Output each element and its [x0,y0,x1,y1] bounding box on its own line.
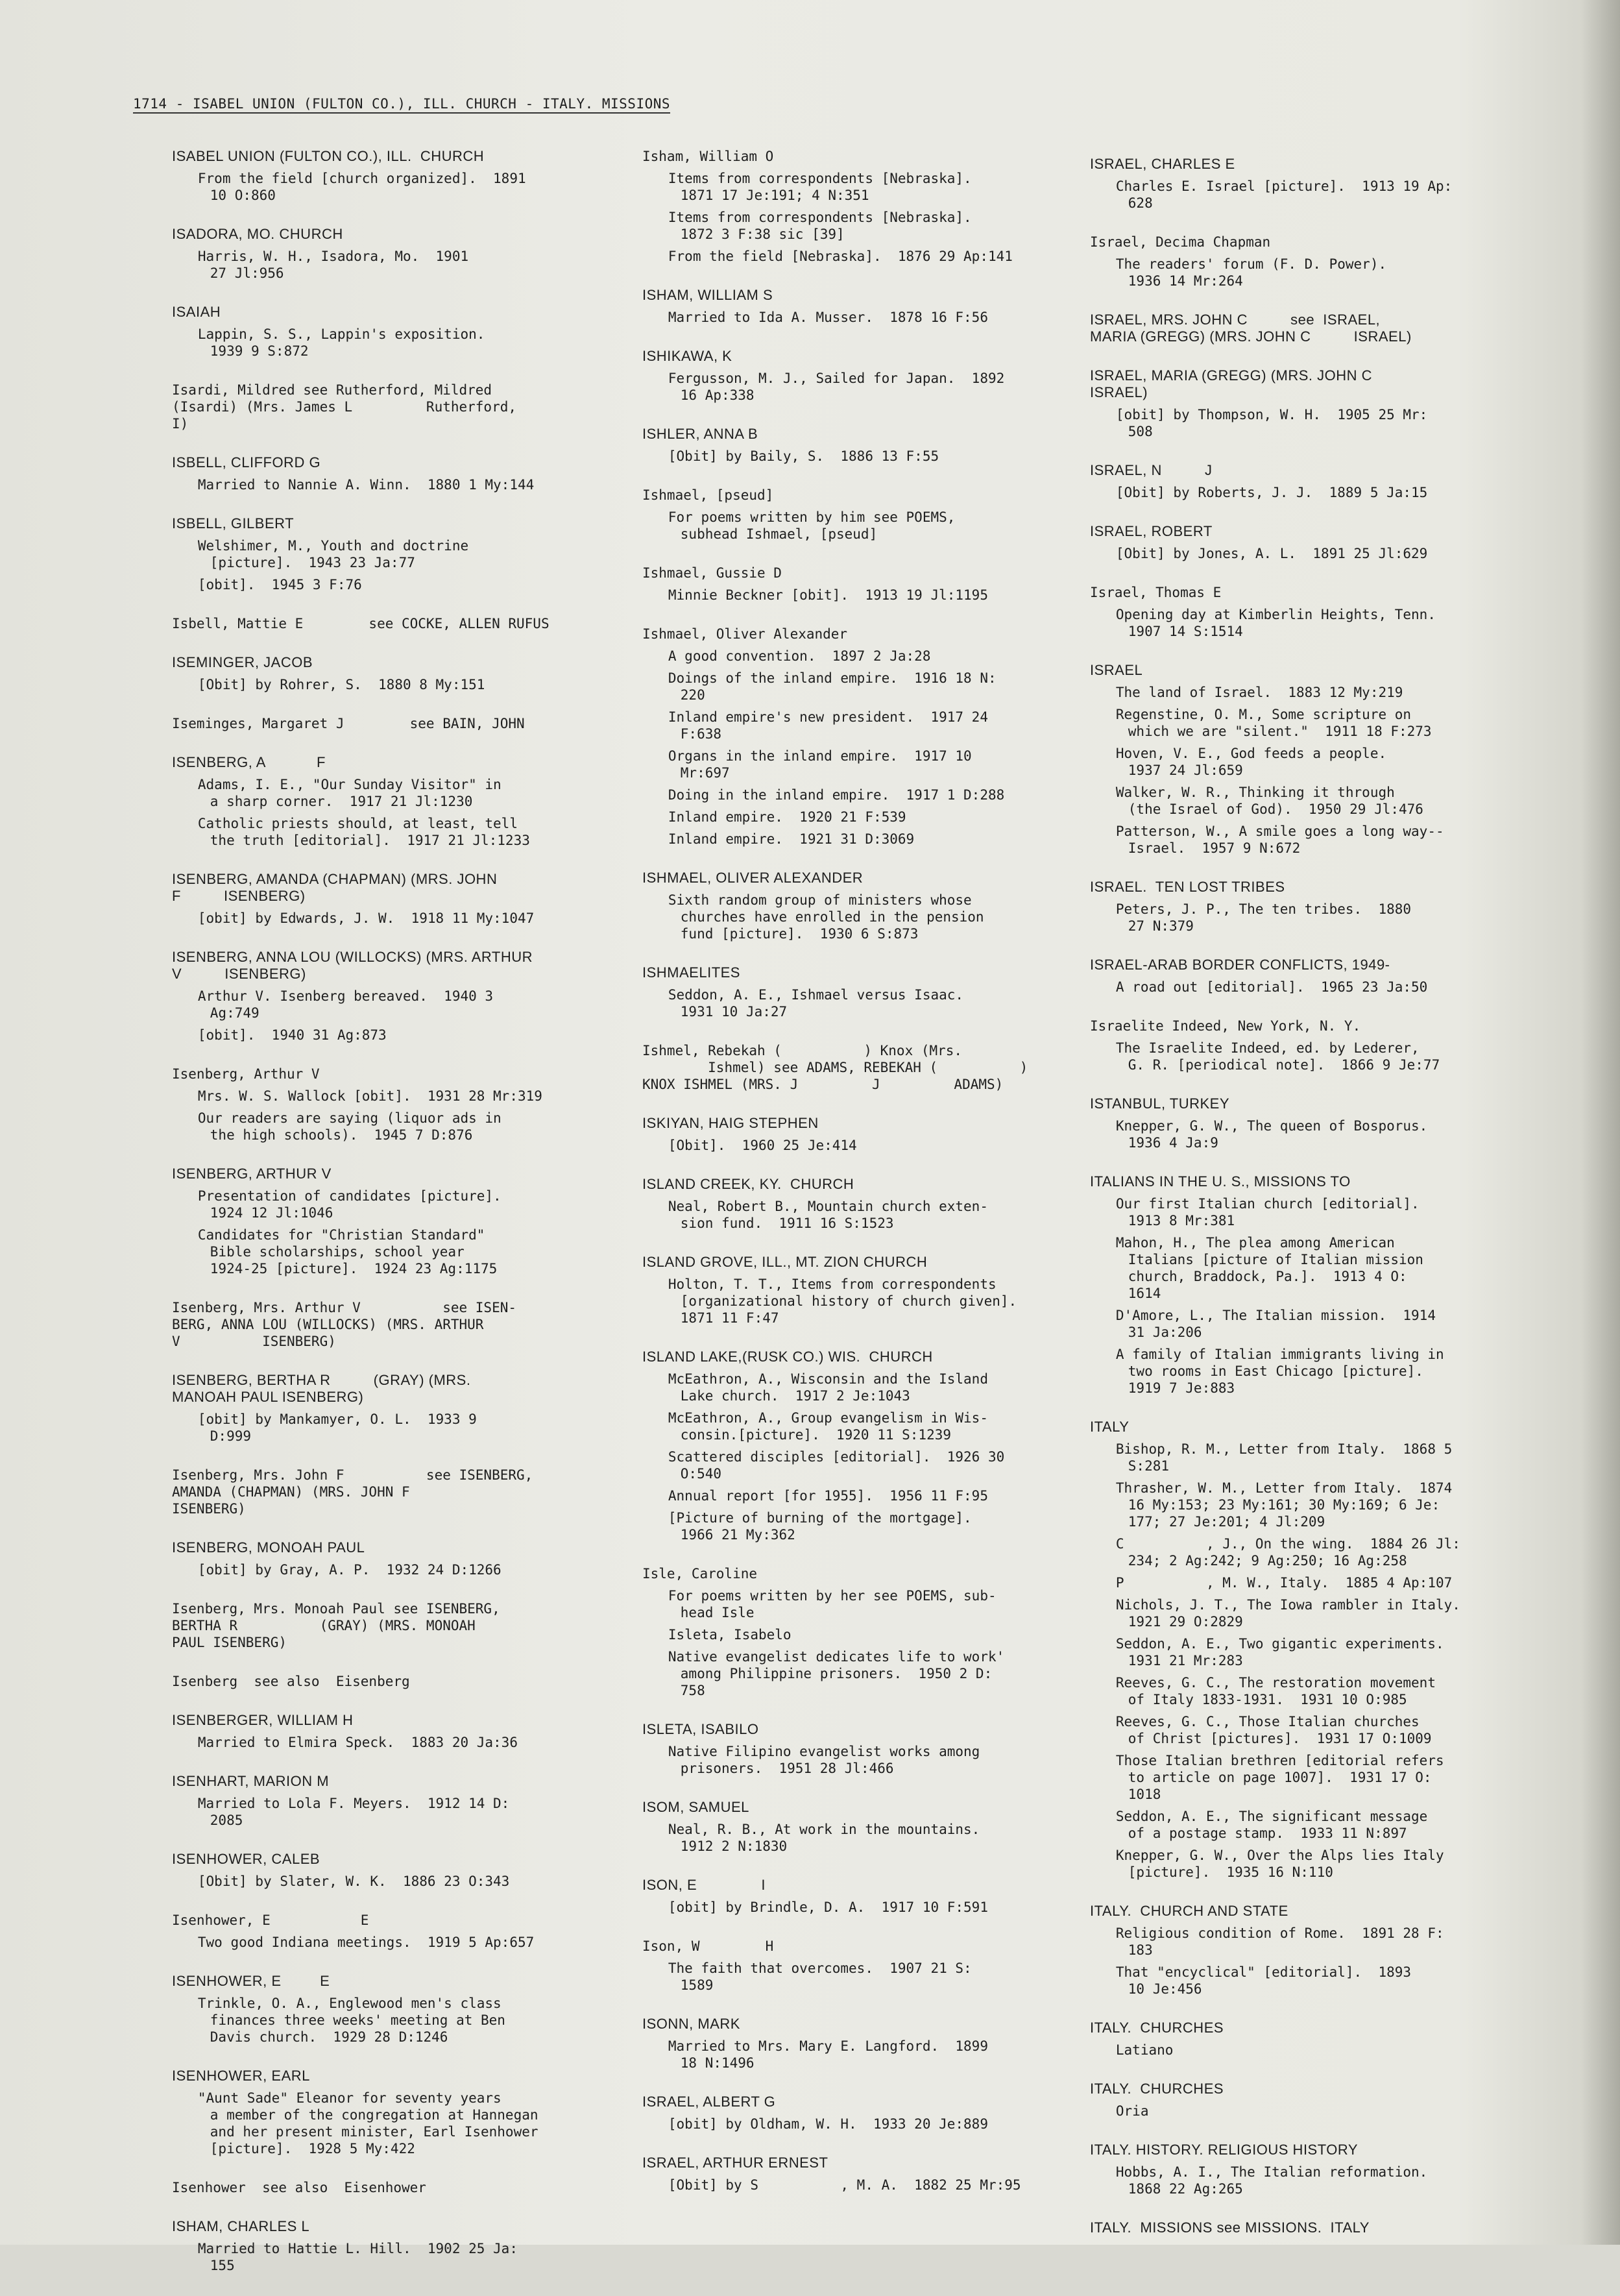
entry-heading: ISHAM, WILLIAM S [642,287,773,303]
citation-line: Mrs. W. S. Wallock [obit]. 1931 28 Mr:319 [197,1088,542,1104]
entry-heading: ISHAM, CHARLES L [172,2218,310,2234]
citation-line: [Obit] by Roberts, J. J. 1889 5 Ja:15 [1115,485,1428,500]
index-entry [172,1166,600,1277]
entry-name-line: Ishmael, Gussie D [642,565,782,581]
entry-heading: ISRAEL, ARTHUR ERNEST [642,2155,828,2171]
entry-heading: ISENBERG, MONOAH PAUL [172,1539,365,1556]
entry-heading: ISENBERG, ARTHUR V [172,1166,332,1182]
entry-heading: ISRAEL, N J [1090,462,1213,478]
entry-heading: ISRAEL, MRS. JOHN C see ISRAEL, MARIA (GREGG) (MRS. JOHN C ISRAEL) [1090,311,1412,345]
citation-line: [Obit] by Slater, W. K. 1886 23 O:343 [197,1874,510,1889]
entry-heading: ITALY. CHURCHES [1090,2020,1224,2036]
citation-line: Welshimer, M., Youth and doctrine [picture]. 1943 23 Ja:77 [197,538,469,570]
index-entry [1090,311,1531,345]
index-entry [172,1066,600,1143]
index-entry [1090,2081,1531,2119]
entry-heading: ITALY. CHURCHES [1090,2081,1224,2097]
entry-heading: ISENHOWER, E E [172,1973,330,1989]
entry-heading: ISLAND CREEK, KY. CHURCH [642,1176,854,1192]
citation-line: Our first Italian church [editorial]. 1913 8 Mr:381 [1115,1196,1420,1228]
entry-name-line: Isenberg, Arthur V [172,1066,320,1082]
index-entry [1090,957,1531,995]
citation-line: Mahon, H., The plea among American Italians [picture of Italian mission church, Braddock, Pa.]. 1913 4 O: 1614 [1115,1235,1423,1301]
entry-name-line: Ison, W H [642,1938,774,1954]
entry-heading: ISENBERG, A F [172,754,326,770]
entry-heading: ISHIKAWA, K [642,348,732,364]
citation-line: Annual report [for 1955]. 1956 11 F:95 [668,1488,988,1504]
index-entry [172,1912,600,1951]
citation-line: Doings of the inland empire. 1916 18 N: 220 [668,670,997,703]
index-entry [1090,156,1531,212]
index-entry [1090,584,1531,640]
citation-line: Married to Nannie A. Winn. 1880 1 My:144 [197,477,535,493]
citation-line: Native evangelist dedicates life to work' among Philippine prisoners. 1950 2 D: 758 [668,1649,1005,1698]
index-entry [642,2155,1070,2193]
entry-heading: ISENHART, MARION M [172,1773,330,1789]
citation-line: Neal, Robert B., Mountain church exten- sion fund. 1911 16 S:1523 [668,1199,988,1231]
entry-heading: ISHLER, ANNA B [642,426,758,442]
entry-name-line: Isenberg, Mrs. Arthur V see ISEN- BERG, ANNA LOU (WILLOCKS) (MRS. ARTHUR V ISENBERG) [172,1300,517,1349]
citation-line: Seddon, A. E., The significant message of a postage stamp. 1933 11 N:897 [1115,1809,1428,1841]
citation-line: Minnie Beckner [obit]. 1913 19 Jl:1195 [668,587,988,603]
index-entry [172,654,600,693]
index-entry [642,626,1070,848]
entry-heading: ISRAEL [1090,662,1143,678]
citation-line: Inland empire's new president. 1917 24 F:638 [668,709,988,742]
citation-line: [Picture of burning of the mortgage]. 1966 21 My:362 [668,1510,972,1543]
citation-line: Oria [1115,2103,1149,2119]
citation-line: Catholic priests should, at least, tell the truth [editorial]. 1917 21 Jl:1233 [197,816,530,848]
citation-line: Knepper, G. W., The queen of Bosporus. 1936 4 Ja:9 [1115,1118,1428,1151]
index-entry [642,1176,1070,1232]
citation-line: A family of Italian immigrants living in two rooms in East Chicago [picture]. 1919 7 Je:883 [1115,1347,1444,1396]
index-entry [1090,1095,1531,1151]
index-entry [642,1565,1070,1699]
entry-heading: ITALY. MISSIONS see MISSIONS. ITALY [1090,2219,1370,2236]
entry-name-line: Isenberg, Mrs. Monoah Paul see ISENBERG, BERTHA R (GRAY) (MRS. MONOAH PAUL ISENBERG) [172,1601,500,1650]
entry-heading: ISENBERGER, WILLIAM H [172,1712,354,1728]
index-entry [1090,1419,1531,1881]
index-entry [172,1851,600,1890]
entry-heading: ISAIAH [172,304,221,320]
index-entry [642,1721,1070,1777]
entry-heading: ISLETA, ISABILO [642,1721,759,1737]
index-entry [172,382,600,432]
index-entry [172,2068,600,2157]
entry-heading: ISRAEL, MARIA (GREGG) (MRS. JOHN C ISRAEL) [1090,367,1373,400]
entry-name-line: Isham, William O [642,149,774,164]
index-entry [642,870,1070,942]
citation-line: Reeves, G. C., Those Italian churches of Christ [pictures]. 1931 17 O:1009 [1115,1714,1432,1746]
entry-heading: ISLAND LAKE,(RUSK CO.) WIS. CHURCH [642,1349,933,1365]
entry-heading: ISHMAEL, OLIVER ALEXANDER [642,870,864,886]
index-entry [172,949,600,1044]
citation-line: Knepper, G. W., Over the Alps lies Italy [picture]. 1935 16 N:110 [1115,1848,1444,1880]
entry-heading: ISTANBUL, TURKEY [1090,1095,1230,1112]
index-entry [172,1372,600,1445]
entry-heading: ISRAEL. TEN LOST TRIBES [1090,879,1285,895]
citation-line: Married to Ida A. Musser. 1878 16 F:56 [668,310,988,325]
index-entry [172,226,600,282]
index-entry [642,487,1070,543]
citation-line: Married to Hattie L. Hill. 1902 25 Ja: 155 [197,2241,518,2273]
citation-line: Lappin, S. S., Lappin's exposition. 1939 9 S:872 [197,326,485,359]
citation-line: Inland empire. 1921 31 D:3069 [668,831,915,847]
citation-line: Hoven, V. E., God feeds a people. 1937 24 Jl:659 [1115,746,1387,778]
entry-heading: ITALY [1090,1419,1130,1435]
entry-heading: ISLAND GROVE, ILL., MT. ZION CHURCH [642,1254,928,1270]
entry-name-line: Iseminges, Margaret J see BAIN, JOHN [172,716,525,731]
entry-heading: ISRAEL, ALBERT G [642,2094,776,2110]
index-entry [172,871,600,927]
index-entry [172,754,600,849]
entry-heading: ISBELL, GILBERT [172,515,295,531]
index-entry [172,615,600,632]
citation-line: For poems written by her see POEMS, sub- head Isle [668,1588,997,1620]
citation-line: Regenstine, O. M., Some scripture on which we are "silent." 1911 18 F:273 [1115,707,1432,739]
citation-line: McEathron, A., Group evangelism in Wis- consin.[picture]. 1920 11 S:1239 [668,1410,988,1443]
index-entry [172,1600,600,1651]
citation-line: Items from correspondents [Nebraska]. 1872 3 F:38 sic [39] [668,210,972,242]
citation-line: Thrasher, W. M., Letter from Italy. 1874 16 My:153; 23 My:161; 30 My:169; 6 Je: 177; 27 Je:201; 4 Jl:209 [1115,1480,1453,1530]
column-2 [642,148,1070,2216]
index-entry [642,1042,1070,1093]
index-entry [642,1254,1070,1326]
entry-heading: ISENBERG, BERTHA R (GRAY) (MRS. MANOAH PAUL ISENBERG) [172,1372,471,1405]
citation-line: Doing in the inland empire. 1917 1 D:288 [668,787,1005,803]
citation-line: Hobbs, A. I., The Italian reformation. 1868 22 Ag:265 [1115,2164,1428,2197]
index-entry [172,1973,600,2046]
index-entry [172,1773,600,1829]
citation-line: From the field [church organized]. 1891 10 O:860 [197,171,526,203]
citation-line: P , M. W., Italy. 1885 4 Ap:107 [1115,1575,1453,1591]
index-entry [172,1467,600,1517]
entry-heading: ISONN, MARK [642,2016,740,2032]
entry-heading: ISENBERG, AMANDA (CHAPMAN) (MRS. JOHN F ISENBERG) [172,871,498,904]
entry-heading: ISADORA, MO. CHURCH [172,226,343,242]
entry-name-line: Isenhower see also Eisenhower [172,2180,426,2195]
citation-line: Inland empire. 1920 21 F:539 [668,809,906,825]
citation-line: Those Italian brethren [editorial refers to article on page 1007]. 1931 17 O: 1018 [1115,1753,1444,1802]
citation-line: [obit] by Thompson, W. H. 1905 25 Mr: 508 [1115,407,1428,439]
entry-heading: ISRAEL-ARAB BORDER CONFLICTS, 1949- [1090,957,1390,973]
citation-line: Organs in the inland empire. 1917 10 Mr:697 [668,748,972,781]
index-entry [642,964,1070,1020]
citation-line: [obit] by Edwards, J. W. 1918 11 My:1047 [197,910,535,926]
citation-line: [Obit]. 1960 25 Je:414 [668,1138,857,1153]
index-entry [642,426,1070,465]
citation-line: Harris, W. H., Isadora, Mo. 1901 27 Jl:956 [197,249,469,281]
column-3 [1090,156,1531,2258]
index-entry [1090,2020,1531,2058]
citation-line: Reeves, G. C., The restoration movement of Italy 1833-1931. 1931 10 O:985 [1115,1675,1436,1707]
index-entry [1090,879,1531,934]
citation-line: Isleta, Isabelo [668,1627,792,1643]
citation-line: [Obit] by S , M. A. 1882 25 Mr:95 [668,2177,1021,2193]
citation-line: Seddon, A. E., Ishmael versus Isaac. 1931 10 Ja:27 [668,987,964,1020]
entry-name-line: Israelite Indeed, New York, N. Y. [1090,1018,1361,1034]
entry-heading: ISHMAELITES [642,964,740,981]
citation-line: Sixth random group of ministers whose churches have enrolled in the pension fund [picture]. 1930 6 S:873 [668,892,984,942]
index-entry [172,2179,600,2196]
citation-line: D'Amore, L., The Italian mission. 1914 31 Ja:206 [1115,1308,1436,1340]
entry-name-line: Isenhower, E E [172,1912,369,1928]
entry-name-line: Ishmel, Rebekah ( ) Knox (Mrs. Ishmel) see ADAMS, REBEKAH ( ) KNOX ISHMEL (MRS. J J ADAMS) [642,1043,1028,1092]
citation-line: Latiano [1115,2042,1174,2058]
citation-line: Opening day at Kimberlin Heights, Tenn. 1907 14 S:1514 [1115,607,1436,639]
index-entry [172,2218,600,2274]
index-entry [1090,2219,1531,2236]
index-entry [642,2016,1070,2071]
citation-line: [obit]. 1940 31 Ag:873 [197,1027,387,1043]
entry-heading: ITALIANS IN THE U. S., MISSIONS TO [1090,1173,1351,1190]
citation-line: For poems written by him see POEMS, subhead Ishmael, [pseud] [668,509,956,542]
citation-line: Holton, T. T., Items from correspondents [organizational history of church given]. 1871 11 F:47 [668,1276,1017,1326]
citation-line: [Obit] by Jones, A. L. 1891 25 Jl:629 [1115,546,1428,561]
citation-line: Walker, W. R., Thinking it through (the Israel of God). 1950 29 Jl:476 [1115,785,1423,817]
entry-name-line: Isle, Caroline [642,1566,758,1582]
entry-heading: ISBELL, CLIFFORD G [172,454,321,470]
citation-line: Adams, I. E., "Our Sunday Visitor" in a sharp corner. 1917 21 Jl:1230 [197,777,502,809]
citation-line: Our readers are saying (liquor ads in the high schools). 1945 7 D:876 [197,1110,502,1143]
citation-line: Patterson, W., A smile goes a long way-- Israel. 1957 9 N:672 [1115,824,1444,856]
index-entry [172,1539,600,1578]
index-entry [172,304,600,360]
citation-line: A good convention. 1897 2 Ja:28 [668,648,931,664]
citation-line: [obit] by Gray, A. P. 1932 24 D:1266 [197,1562,502,1578]
index-entry [1090,1018,1531,1073]
index-entry [1090,523,1531,562]
entry-name-line: Isbell, Mattie E see COCKE, ALLEN RUFUS [172,616,550,631]
index-entry [1090,462,1531,501]
citation-line: Religious condition of Rome. 1891 28 F: 183 [1115,1925,1444,1958]
index-entry [1090,367,1531,440]
index-entry [642,1938,1070,1994]
index-entry [1090,234,1531,289]
citation-line: Married to Elmira Speck. 1883 20 Ja:36 [197,1735,518,1750]
index-entry [642,148,1070,265]
citation-line: Fergusson, M. J., Sailed for Japan. 1892 16 Ap:338 [668,371,1005,403]
citation-line: [obit] by Oldham, W. H. 1933 20 Je:889 [668,2116,988,2132]
entry-heading: ISRAEL, CHARLES E [1090,156,1235,172]
citation-line: Seddon, A. E., Two gigantic experiments. 1931 21 Mr:283 [1115,1636,1444,1668]
index-entry [642,348,1070,404]
entry-heading: ITALY. CHURCH AND STATE [1090,1903,1288,1919]
index-entry [1090,1903,1531,1997]
entry-name-line: Israel, Decima Chapman [1090,234,1271,250]
page-edge-shadow [1581,0,1620,2245]
citation-line: Two good Indiana meetings. 1919 5 Ap:657 [197,1935,535,1950]
entry-heading: ISENBERG, ANNA LOU (WILLOCKS) (MRS. ARTHUR V ISENBERG) [172,949,533,982]
citation-line: [obit] by Brindle, D. A. 1917 10 F:591 [668,1899,988,1915]
citation-line: Scattered disciples [editorial]. 1926 30 O:540 [668,1449,1005,1482]
index-entry [642,1115,1070,1154]
citation-line: Bishop, R. M., Letter from Italy. 1868 5 S:281 [1115,1441,1453,1474]
page-header: 1714 - ISABEL UNION (FULTON CO.), ILL. CHURCH - ITALY. MISSIONS [133,96,670,114]
citation-line: Married to Lola F. Meyers. 1912 14 D: 2085 [197,1796,510,1828]
entry-heading: ISOM, SAMUEL [642,1799,749,1815]
index-entry [1090,1173,1531,1397]
entry-heading: ISRAEL, ROBERT [1090,523,1213,539]
citation-line: Items from correspondents [Nebraska]. 1871 17 Je:191; 4 N:351 [668,171,972,203]
citation-line: A road out [editorial]. 1965 23 Ja:50 [1115,979,1428,995]
index-entry [642,2094,1070,2132]
citation-line: [Obit] by Rohrer, S. 1880 8 My:151 [197,677,485,692]
index-entry [642,287,1070,326]
citation-line: From the field [Nebraska]. 1876 29 Ap:141 [668,249,1013,264]
entry-heading: ISON, E I [642,1877,766,1893]
entry-heading: ISKIYAN, HAIG STEPHEN [642,1115,819,1131]
citation-line: McEathron, A., Wisconsin and the Island Lake church. 1917 2 Je:1043 [668,1371,988,1404]
entry-name-line: Isenberg see also Eisenberg [172,1674,410,1689]
index-entry [642,1349,1070,1543]
index-entry [642,1877,1070,1916]
citation-line: Arthur V. Isenberg bereaved. 1940 3 Ag:749 [197,988,494,1021]
index-entry [1090,2142,1531,2197]
citation-line: The land of Israel. 1883 12 My:219 [1115,685,1403,700]
entry-name-line: Ishmael, [pseud] [642,487,774,503]
citation-line: [obit] by Mankamyer, O. L. 1933 9 D:999 [197,1411,477,1444]
entry-name-line: Ishmael, Oliver Alexander [642,626,848,642]
citation-line: Married to Mrs. Mary E. Langford. 1899 18 N:1496 [668,2038,988,2071]
citation-line: Charles E. Israel [picture]. 1913 19 Ap: 628 [1115,178,1453,211]
citation-line: Native Filipino evangelist works among prisoners. 1951 28 Jl:466 [668,1744,980,1776]
entry-name-line: Isardi, Mildred see Rutherford, Mildred (Isardi) (Mrs. James L Rutherford, I) [172,382,517,432]
citation-line: C , J., On the wing. 1884 26 Jl: 234; 2 Ag:242; 9 Ag:250; 16 Ag:258 [1115,1536,1460,1569]
citation-line: The readers' forum (F. D. Power). 1936 14 Mr:264 [1115,256,1387,289]
citation-line: Candidates for "Christian Standard" Bible scholarships, school year 1924-25 [picture]. 1924 23 Ag:1175 [197,1227,498,1276]
citation-line: That "encyclical" [editorial]. 1893 10 Je:456 [1115,1964,1412,1997]
entry-name-line: Isenberg, Mrs. John F see ISENBERG, AMANDA (CHAPMAN) (MRS. JOHN F ISENBERG) [172,1467,533,1517]
citation-line: Neal, R. B., At work in the mountains. 1912 2 N:1830 [668,1822,980,1854]
citation-line: The Israelite Indeed, ed. by Lederer, G. R. [periodical note]. 1866 9 Je:77 [1115,1040,1440,1073]
index-entry [172,148,600,204]
index-entry [642,1799,1070,1855]
entry-heading: ITALY. HISTORY. RELIGIOUS HISTORY [1090,2142,1359,2158]
entry-heading: ISENHOWER, CALEB [172,1851,320,1867]
entry-heading: ISENHOWER, EARL [172,2068,310,2084]
citation-line: The faith that overcomes. 1907 21 S: 1589 [668,1960,972,1993]
citation-line: Trinkle, O. A., Englewood men's class finances three weeks' meeting at Ben Davis church. 1929 28 D:1246 [197,1996,505,2045]
citation-line: Peters, J. P., The ten tribes. 1880 27 N:379 [1115,901,1412,934]
index-entry [172,454,600,493]
index-entry [1090,662,1531,857]
index-entry [172,515,600,593]
index-entry [172,1712,600,1751]
index-entry [642,565,1070,604]
entry-heading: ISABEL UNION (FULTON CO.), ILL. CHURCH [172,148,485,164]
entry-name-line: Israel, Thomas E [1090,585,1222,600]
index-entry [172,1673,600,1690]
citation-line: Presentation of candidates [picture]. 1924 12 Jl:1046 [197,1188,502,1221]
citation-line: [obit]. 1945 3 F:76 [197,577,362,592]
entry-heading: ISEMINGER, JACOB [172,654,313,670]
index-entry [172,715,600,732]
citation-line: Nichols, J. T., The Iowa rambler in Italy. 1921 29 O:2829 [1115,1597,1460,1630]
citation-line: "Aunt Sade" Eleanor for seventy years a member of the congregation at Hannegan and her present minister, Earl Isenhower [picture]. 1928 5 My:422 [197,2090,538,2156]
citation-line: [Obit] by Baily, S. 1886 13 F:55 [668,448,939,464]
index-entry [172,1299,600,1350]
column-1 [172,148,600,2296]
